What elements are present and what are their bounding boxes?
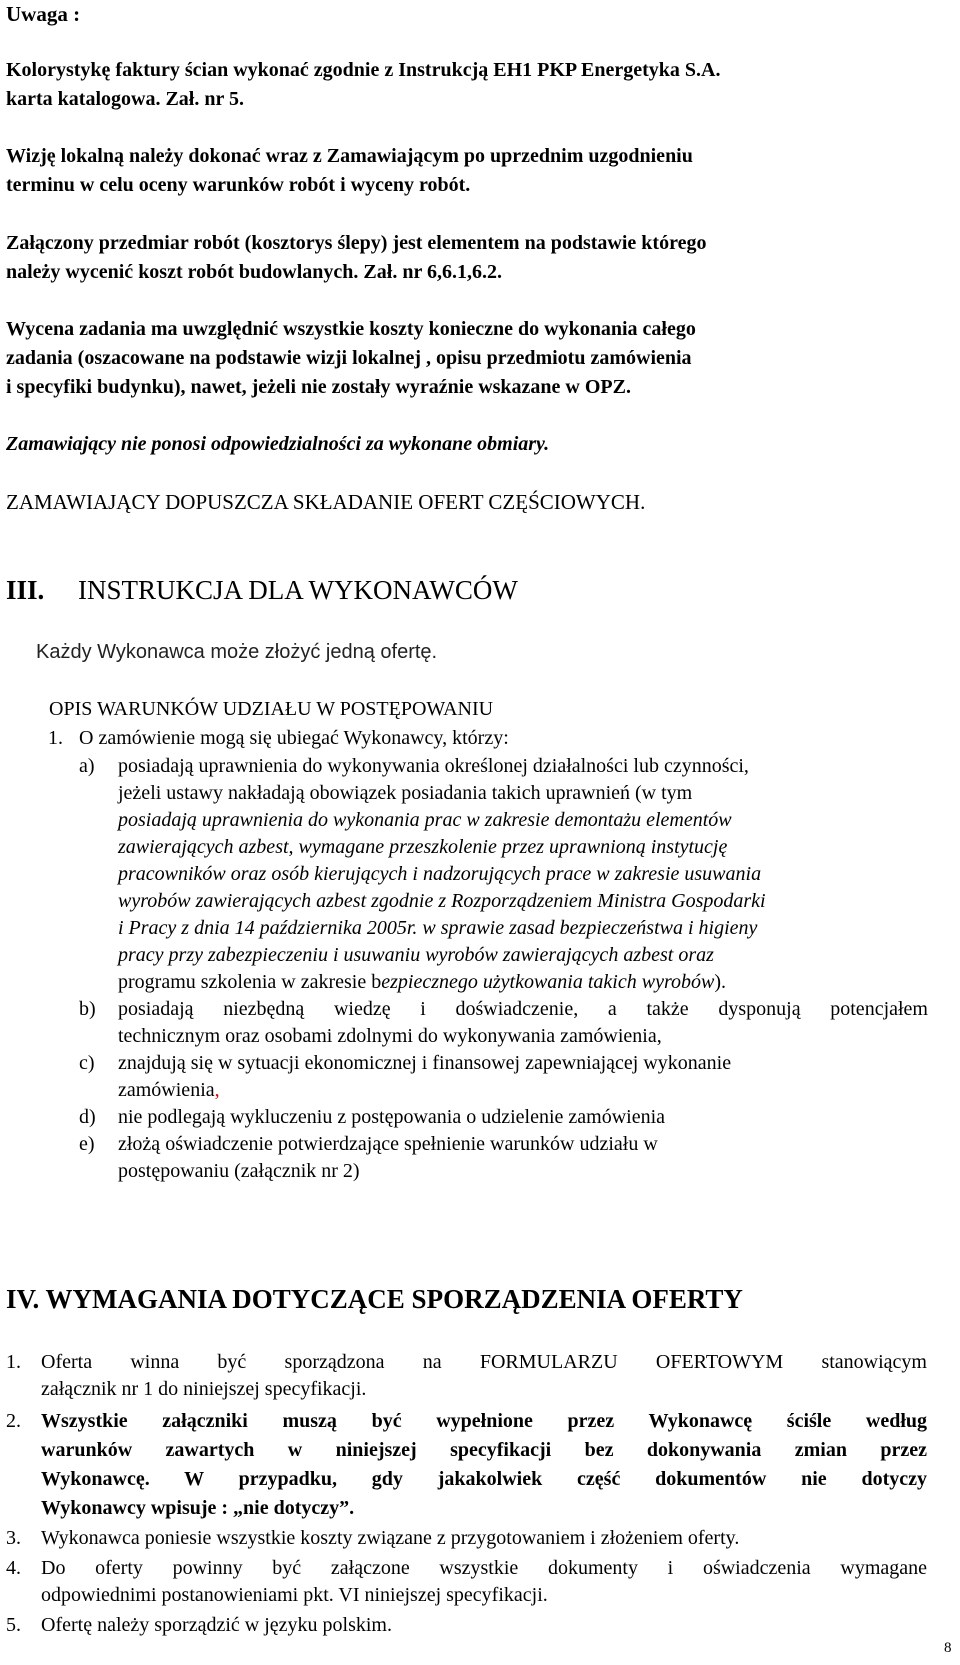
section-4-item-4-line-2: odpowiednimi postanowieniami pkt. VI niniejszej specyfikacji. [41, 1584, 548, 1606]
kolorystyka-line-2: karta katalogowa. Zał. nr 5. [6, 88, 244, 110]
section-4-item-3-number: 3. [6, 1527, 21, 1549]
item-a-line-9-normal: programu szkolenia w zakresie b [118, 971, 382, 993]
section-4-title: IV. WYMAGANIA DOTYCZĄCE SPORZĄDZENIA OFERTY [6, 1284, 743, 1314]
oferty-czesciowe-note: ZAMAWIAJĄCY DOPUSZCZA SKŁADANIE OFERT CZĘŚCIOWYCH. [6, 490, 646, 514]
item-d-label: d) [79, 1106, 96, 1128]
section-4-item-2-line-3: Wykonawcę. W przypadku, gdy jakakolwiek część dokumentów nie dotyczy [41, 1468, 927, 1490]
item-a-line-9-italic: ezpiecznego użytkowania takich wyrobów [381, 971, 715, 993]
section-4-item-4-line-1: Do oferty powinny być załączone wszystkie dokumenty i oświadczenia wymagane [41, 1557, 927, 1579]
item-c-label: c) [79, 1052, 95, 1074]
item-e-label: e) [79, 1133, 95, 1155]
item-a-line-9 [118, 969, 726, 996]
section-4-item-2-line-2: warunków zawartych w niniejszej specyfikacji bez dokonywania zmian przez [41, 1439, 927, 1461]
odpowiedzialnosc-note: Zamawiający nie ponosi odpowiedzialności za wykonane obmiary. [6, 433, 550, 455]
item-a-line-3: posiadają uprawnienia do wykonania prac w zakresie demontażu elementów [118, 809, 732, 831]
item-b-line-2: technicznym oraz osobami zdolnymi do wykonywania zamówienia, [118, 1025, 662, 1047]
item-d-text: nie podlegają wykluczeniu z postępowania o udzielenie zamówienia [118, 1106, 666, 1128]
item-c-line-2-text: zamówienia [118, 1079, 215, 1101]
kolorystyka-line-1: Kolorystykę faktury ścian wykonać zgodnie z Instrukcją EH1 PKP Energetyka S.A. [6, 59, 721, 81]
section-3-intro: Każdy Wykonawca może złożyć jedną ofertę. [36, 641, 438, 663]
section-4-item-3-line-1: Wykonawca poniesie wszystkie koszty związane z przygotowaniem i złożeniem oferty. [41, 1527, 740, 1549]
przedmiar-line-2: należy wycenić koszt robót budowlanych. Zał. nr 6,6.1,6.2. [6, 261, 502, 283]
item-1-number: 1. [48, 727, 63, 749]
section-4-item-1-line-1: Oferta winna być sporządzona na FORMULARZU OFERTOWYM stanowiącym [41, 1351, 927, 1373]
item-a-line-5: pracowników oraz osób kierujących i nadzorujących prace w zakresie usuwania [118, 863, 762, 885]
przedmiar-line-1: Załączony przedmiar robót (kosztorys ślepy) jest elementem na podstawie którego [6, 232, 707, 254]
section-3-number: III. [6, 575, 45, 605]
section-4-item-4-number: 4. [6, 1557, 21, 1579]
wycena-line-3: i specyfiki budynku), nawet, jeżeli nie zostały wyraźnie wskazane w OPZ. [6, 376, 631, 398]
uwaga-heading: Uwaga : [6, 2, 81, 26]
section-4-item-2-line-1: Wszystkie załączniki muszą być wypełnione przez Wykonawcę ściśle według [41, 1410, 927, 1432]
item-a-line-7: i Pracy z dnia 14 października 2005r. w sprawie zasad bezpieczeństwa i higieny [118, 917, 758, 939]
wycena-line-2: zadania (oszacowane na podstawie wizji lokalnej , opisu przedmiotu zamówienia [6, 347, 692, 369]
section-4-item-5-number: 5. [6, 1614, 21, 1636]
item-a-label: a) [79, 755, 95, 777]
item-e-line-1: złożą oświadczenie potwierdzające spełnienie warunków udziału w [118, 1133, 658, 1155]
section-4-item-2-number: 2. [6, 1410, 21, 1432]
wizja-line-1: Wizję lokalną należy dokonać wraz z Zamawiającym po uprzednim uzgodnieniu [6, 145, 693, 167]
item-b-label: b) [79, 998, 96, 1020]
section-4-item-2-line-4: Wykonawcy wpisuje : „nie dotyczy”. [41, 1497, 355, 1519]
item-a-line-1: posiadają uprawnienia do wykonywania określonej działalności lub czynności, [118, 755, 749, 777]
item-a-line-9-end: ). [714, 971, 726, 993]
item-c-line-2 [118, 1077, 220, 1104]
item-c-line-1: znajdują się w sytuacji ekonomicznej i finansowej zapewniającej wykonanie [118, 1052, 732, 1074]
item-a-line-2: jeżeli ustawy nakładają obowiązek posiadania takich uprawnień (w tym [118, 782, 693, 804]
item-a-line-6: wyrobów zawierających azbest zgodnie z Rozporządzeniem Ministra Gospodarki [118, 890, 766, 912]
section-4-item-1-line-2: załącznik nr 1 do niniejszej specyfikacji. [41, 1378, 367, 1400]
section-4-item-5-line-1: Ofertę należy sporządzić w języku polskim. [41, 1614, 392, 1636]
item-b-line-1: posiadają niezbędną wiedzę i doświadczenie, a także dysponują potencjałem [118, 998, 928, 1020]
wizja-line-2: terminu w celu oceny warunków robót i wyceny robót. [6, 174, 471, 196]
item-c-comma: , [214, 1079, 220, 1101]
item-1-text: O zamówienie mogą się ubiegać Wykonawcy, którzy: [79, 727, 509, 749]
item-e-line-2: postępowaniu (załącznik nr 2) [118, 1160, 360, 1182]
section-4-item-1-number: 1. [6, 1351, 21, 1373]
section-3-title: INSTRUKCJA DLA WYKONAWCÓW [78, 575, 518, 605]
wycena-line-1: Wycena zadania ma uwzględnić wszystkie koszty konieczne do wykonania całego [6, 318, 696, 340]
item-a-line-8: pracy przy zabezpieczeniu i usuwaniu wyrobów zawierających azbest oraz [118, 944, 714, 966]
section-3-subheading: OPIS WARUNKÓW UDZIAŁU W POSTĘPOWANIU [49, 698, 494, 720]
item-a-line-4: zawierających azbest, wymagane przeszkolenie przez uprawnioną instytucję [118, 836, 728, 858]
page-number: 8 [944, 1640, 952, 1656]
